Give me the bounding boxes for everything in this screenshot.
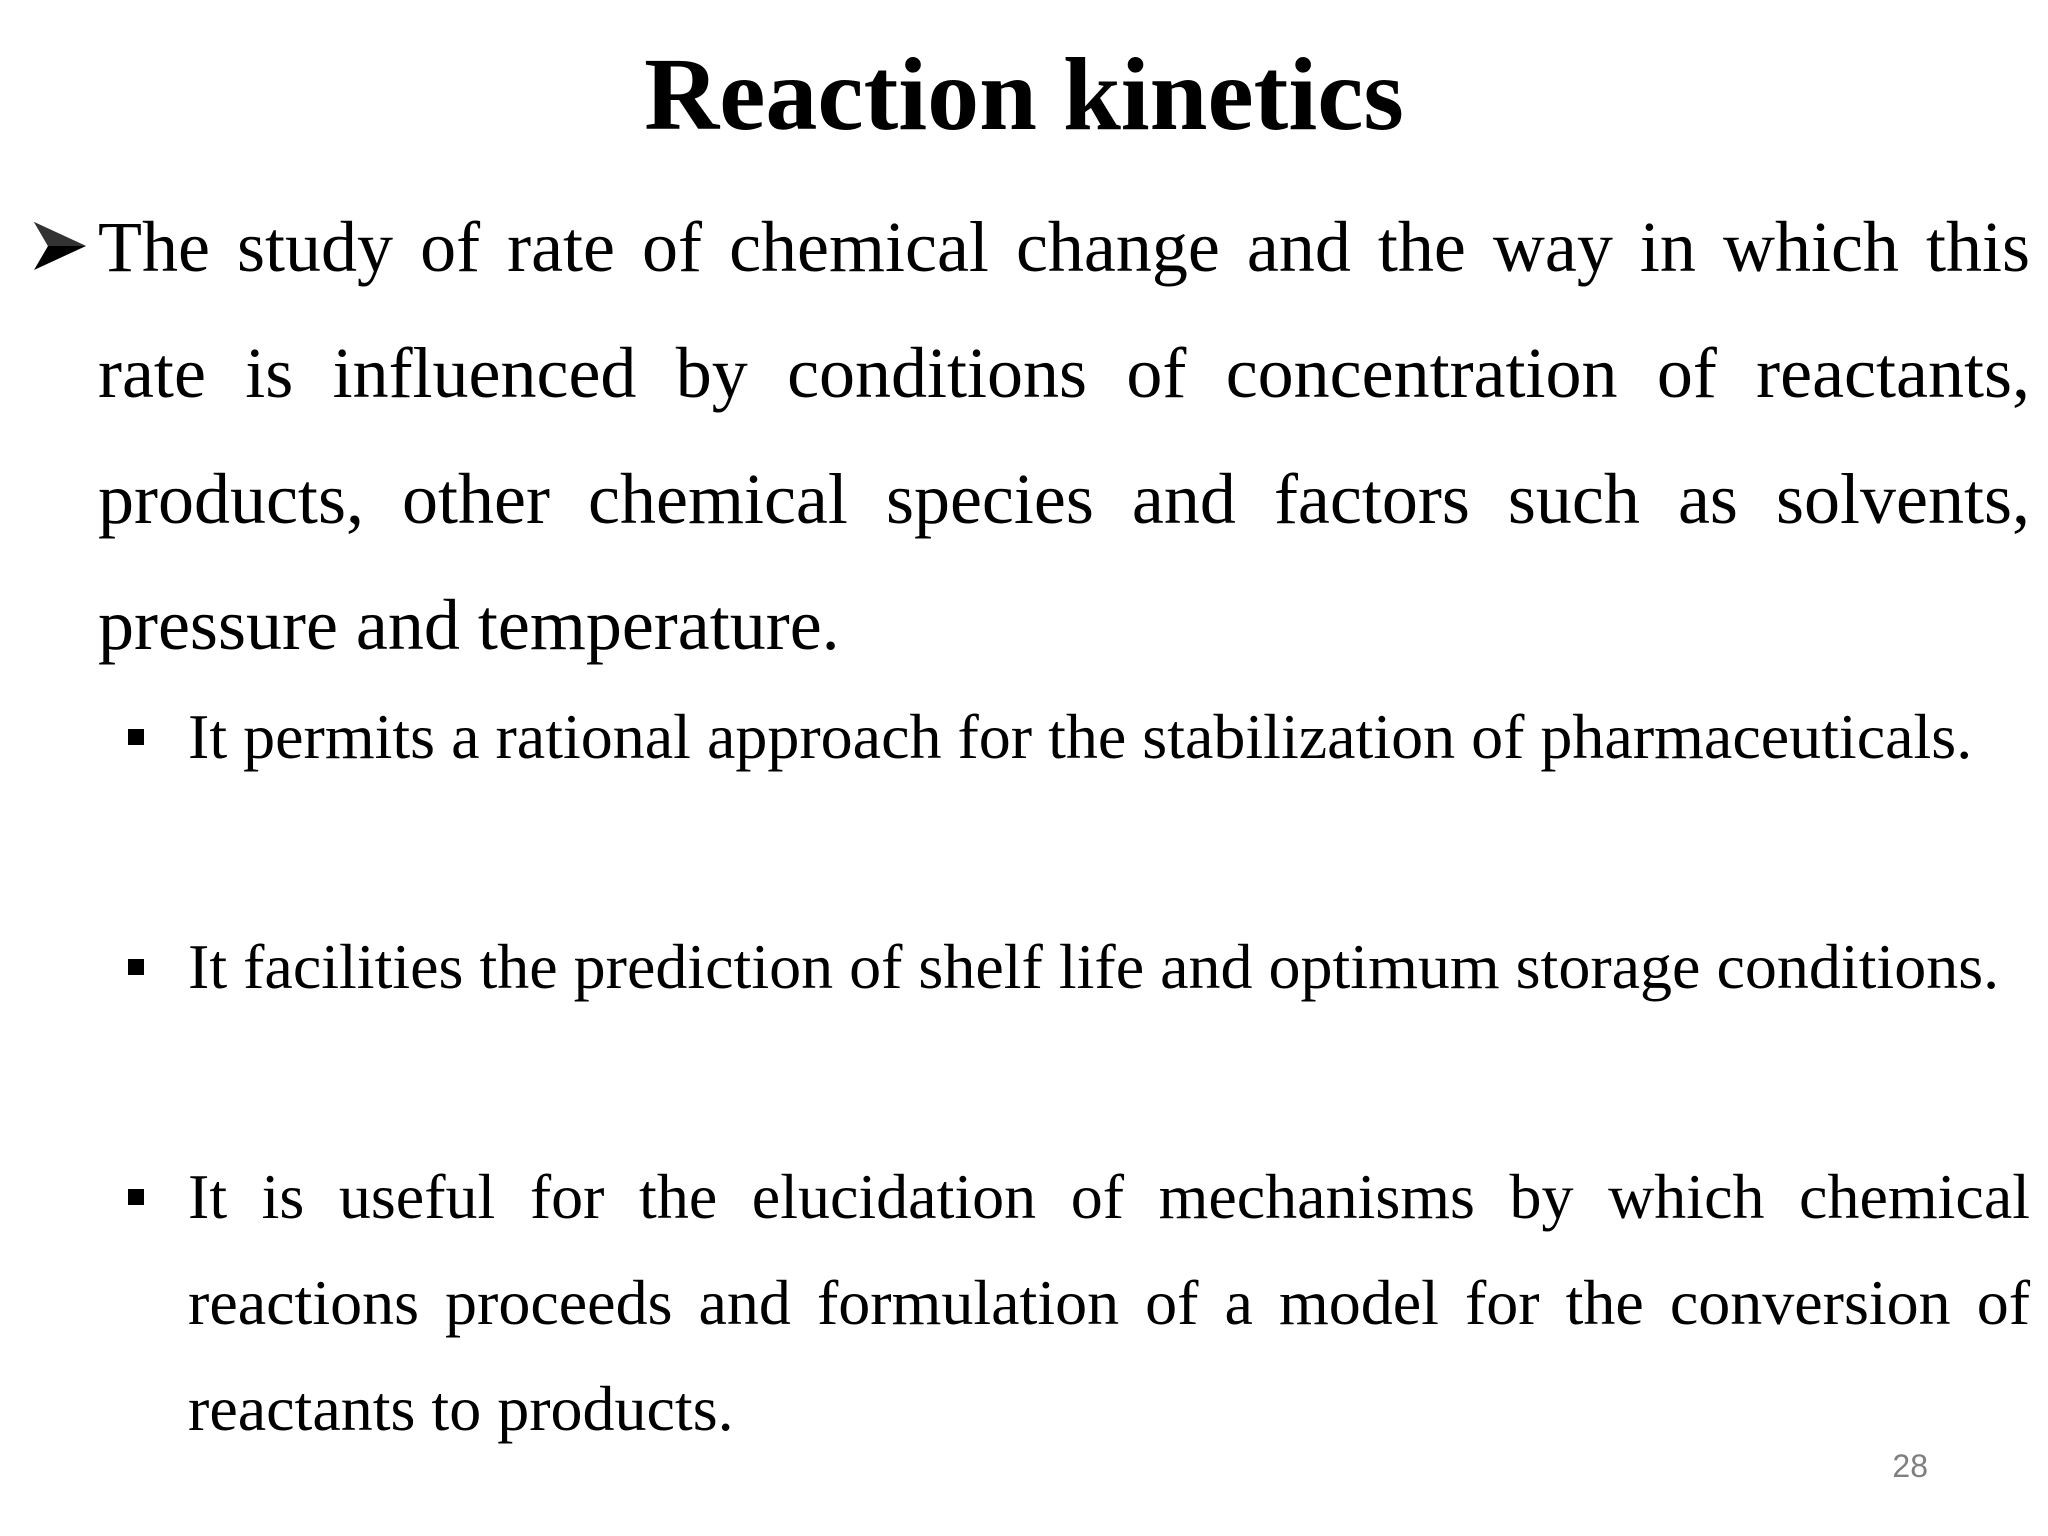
main-bullet-text: The study of rate of chemical change and the way in which this rate is influenced by conditions of concentration of reactants, products, other chemical species and factors such as solvents, pressure and temperature. [98,207,2030,665]
slide-title: Reaction kinetics [644,37,1404,152]
sub-bullet-text: It is useful for the elucidation of mechanisms by which chemical reactions proceeds and formulation of a model for the conversion of reactants to products. [188,1161,2030,1444]
sub-bullet-text: It facilities the prediction of shelf life and optimum storage conditions. [188,931,2000,1002]
sub-bullet-text: It permits a rational approach for the stabilization of pharmaceuticals. [188,701,1973,772]
square-bullet-icon [128,1189,144,1205]
arrow-bullet-icon [30,216,90,276]
page-number: 28 [1892,1448,1928,1484]
square-bullet-icon [128,959,144,975]
square-bullet-icon [128,729,144,745]
